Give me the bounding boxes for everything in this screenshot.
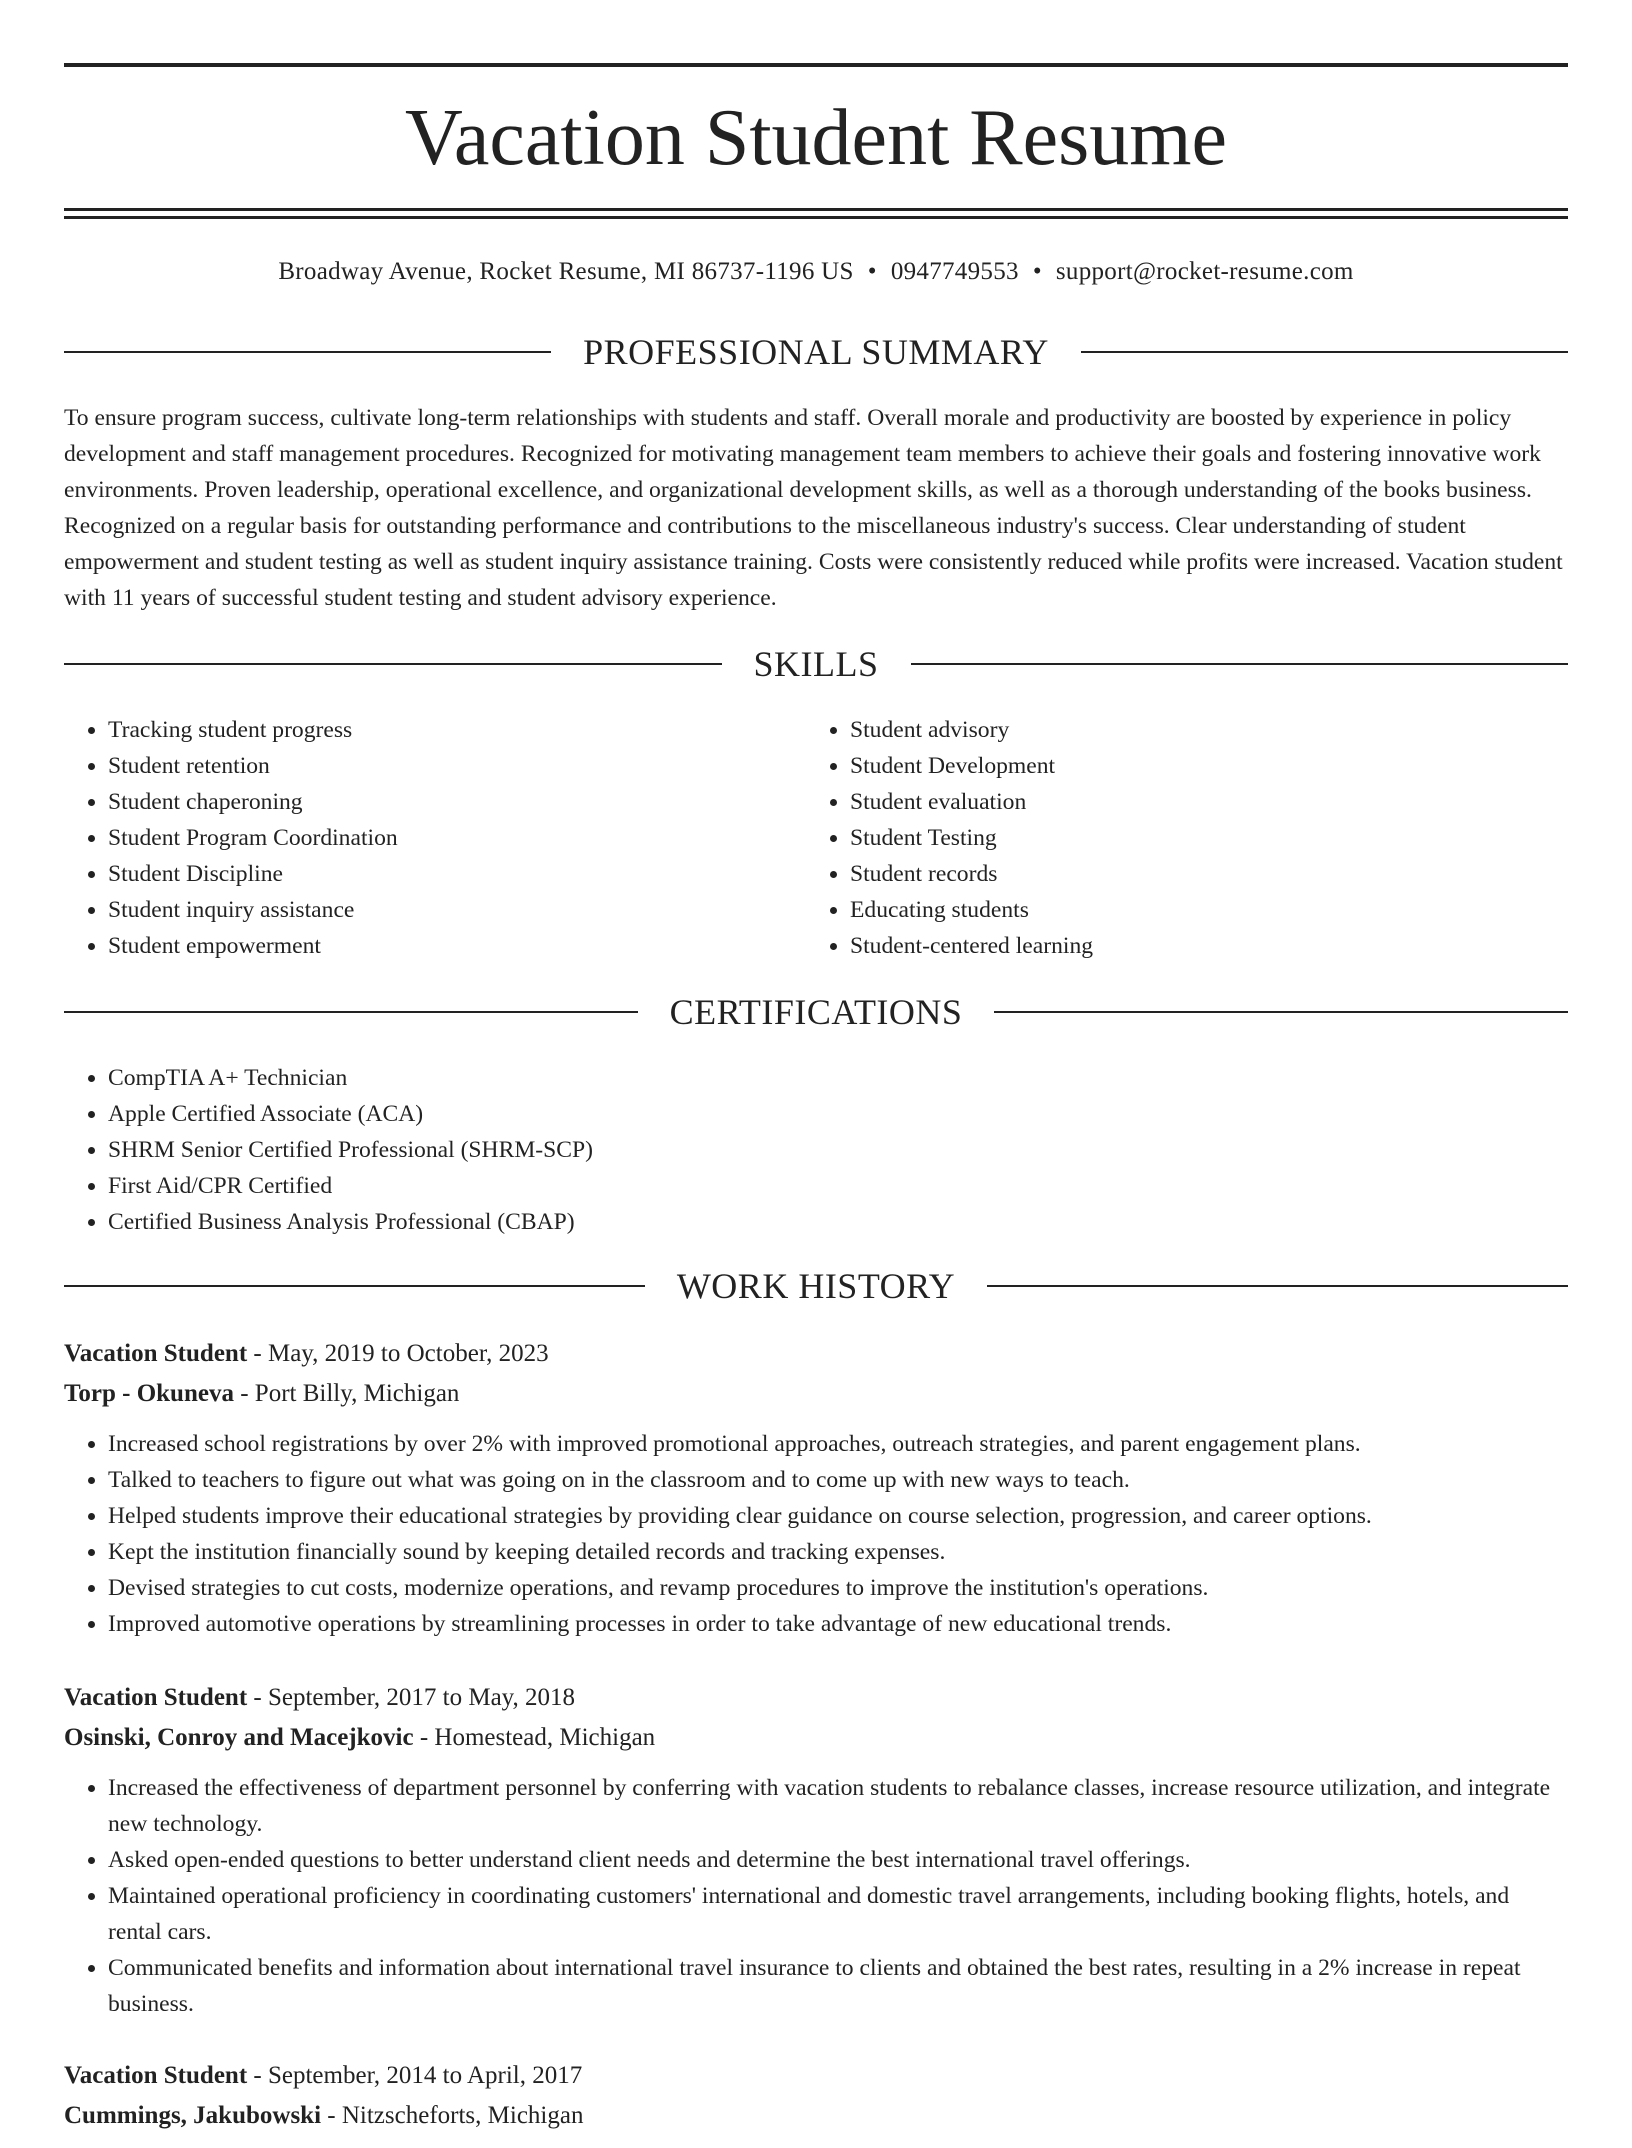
skill-item: • Student inquiry assistance <box>108 892 806 928</box>
skills-column-right <box>806 712 1548 964</box>
skill-item: • Student Discipline <box>108 856 806 892</box>
job-title: Vacation Student <box>64 1684 248 1711</box>
skill-item: • Student-centered learning <box>850 928 1548 964</box>
job-dates: September, 2017 to May, 2018 <box>267 1684 576 1711</box>
divider <box>1081 351 1568 353</box>
job-location: Port Billy, Michigan <box>254 1380 460 1407</box>
job-title: Vacation Student <box>64 1340 248 1367</box>
job-duty: • Increased school registrations by over 2% with improved promotional approaches, outreach strategies, and parent engagement plans. <box>108 1426 1568 1462</box>
job-duty: • Increased the effectiveness of department personnel by conferring with vacation students to rebalance classes, increase resource utilization, and integrate new technology. <box>108 1770 1568 1842</box>
certification-item: • SHRM Senior Certified Professional (SHRM-SCP) <box>108 1132 1568 1168</box>
job-duty: • Helped students improve their educational strategies by providing clear guidance on course selection, progression, and career options. <box>108 1498 1568 1534</box>
divider <box>64 351 551 353</box>
job-duties <box>64 1426 1568 1642</box>
certifications-section-header <box>64 992 1568 1032</box>
certifications-list <box>64 1060 1568 1240</box>
contact-separator: • <box>1032 258 1042 285</box>
skill-item: • Educating students <box>850 892 1548 928</box>
job-title: Vacation Student <box>64 2062 248 2089</box>
divider <box>911 663 1569 665</box>
job-title-line: Vacation Student - May, 2019 to October, 2023 <box>64 1340 549 1367</box>
skills-column-left <box>64 712 806 964</box>
resume-title: Vacation Student Resume <box>404 94 1228 182</box>
job-company-line: Cummings, Jakubowski - Nitzscheforts, Michigan <box>64 2102 584 2129</box>
summary-heading: PROFESSIONAL SUMMARY <box>583 332 1049 372</box>
divider <box>64 663 722 665</box>
divider <box>987 1285 1568 1287</box>
skill-item: • Tracking student progress <box>108 712 806 748</box>
job-company: Cummings, Jakubowski <box>64 2102 322 2129</box>
title-rule-upper <box>64 208 1568 211</box>
job-duty: • Asked open-ended questions to better understand client needs and determine the best international travel offerings. <box>108 1842 1568 1878</box>
job-dates: September, 2014 to April, 2017 <box>267 2062 583 2089</box>
job-title-line: Vacation Student - September, 2014 to April, 2017 <box>64 2062 583 2089</box>
job-company: Osinski, Conroy and Macejkovic <box>64 1724 414 1751</box>
certification-item: • CompTIA A+ Technician <box>108 1060 1568 1096</box>
job-entry <box>64 1334 1568 1642</box>
skills-section-header <box>64 644 1568 684</box>
skill-item: • Student empowerment <box>108 928 806 964</box>
job-duty: • Maintained operational proficiency in coordinating customers' international and domestic travel arrangements, including booking flights, hotels, and rental cars. <box>108 1878 1568 1950</box>
summary-section-header <box>64 332 1568 372</box>
job-company-line: Torp - Okuneva - Port Billy, Michigan <box>64 1380 460 1407</box>
skills-heading: SKILLS <box>753 644 879 684</box>
skill-item: • Student advisory <box>850 712 1548 748</box>
skill-item: • Student retention <box>108 748 806 784</box>
skill-item: • Student Testing <box>850 820 1548 856</box>
job-duty: • Communicated benefits and information about international travel insurance to clients and obtained the best rates, resulting in a 2% increase in repeat business. <box>108 1950 1568 2022</box>
job-location: Nitzscheforts, Michigan <box>341 2102 584 2129</box>
title-rule-lower <box>64 216 1568 219</box>
job-duties <box>64 1770 1568 2022</box>
work-history-section-header <box>64 1266 1568 1306</box>
contact-line <box>64 256 1568 288</box>
skills-list <box>64 712 1568 964</box>
job-duty: • Devised strategies to cut costs, modernize operations, and revamp procedures to improve the institution's operations. <box>108 1570 1568 1606</box>
job-title-line: Vacation Student - September, 2017 to May, 2018 <box>64 1684 576 1711</box>
divider <box>994 1011 1568 1013</box>
job-duty: • Talked to teachers to figure out what was going on in the classroom and to come up with new ways to teach. <box>108 1462 1568 1498</box>
job-entry <box>64 2056 1568 2148</box>
job-dates: May, 2019 to October, 2023 <box>267 1340 549 1367</box>
skill-item: • Student chaperoning <box>108 784 806 820</box>
top-rule <box>64 63 1568 67</box>
job-entry <box>64 1678 1568 2022</box>
contact-phone: 0947749553 <box>890 258 1019 285</box>
work-history-heading: WORK HISTORY <box>676 1266 956 1306</box>
contact-email: support@rocket-resume.com <box>1055 258 1354 285</box>
certification-item: • Apple Certified Associate (ACA) <box>108 1096 1568 1132</box>
skill-item: • Student evaluation <box>850 784 1548 820</box>
job-company-line: Osinski, Conroy and Macejkovic - Homestead, Michigan <box>64 1724 656 1751</box>
job-location: Homestead, Michigan <box>434 1724 656 1751</box>
divider <box>64 1011 638 1013</box>
certification-item: • Certified Business Analysis Professional (CBAP) <box>108 1204 1568 1240</box>
contact-address: Broadway Avenue, Rocket Resume, MI 86737-1196 US <box>278 258 854 285</box>
skill-item: • Student Program Coordination <box>108 820 806 856</box>
skill-item: • Student Development <box>850 748 1548 784</box>
certifications-heading: CERTIFICATIONS <box>669 992 963 1032</box>
divider <box>64 1285 645 1287</box>
job-duty: • Improved automotive operations by streamlining processes in order to take advantage of new educational trends. <box>108 1606 1568 1642</box>
certification-item: • First Aid/CPR Certified <box>108 1168 1568 1204</box>
job-duty: • Kept the institution financially sound by keeping detailed records and tracking expenses. <box>108 1534 1568 1570</box>
summary-text: To ensure program success, cultivate long-term relationships with students and staff. Overall morale and productivity are boosted by experience in policy development and staff management procedures. Recognized for motivating management team members to achieve their goals and fostering innovative work environments. Proven leadership, operational excellence, and organizational development skills, as well as a thorough understanding of the books business. Recognized on a regular basis for outstanding performance and contributions to the miscellaneous industry's success. Clear understanding of student empowerment and student testing as well as student inquiry assistance training. Costs were consistently reduced while profits were increased. Vacation student with 11 years of successful student testing and student advisory experience. <box>64 405 1563 611</box>
job-company: Torp - Okuneva <box>64 1380 234 1407</box>
skill-item: • Student records <box>850 856 1548 892</box>
contact-separator: • <box>867 258 877 285</box>
